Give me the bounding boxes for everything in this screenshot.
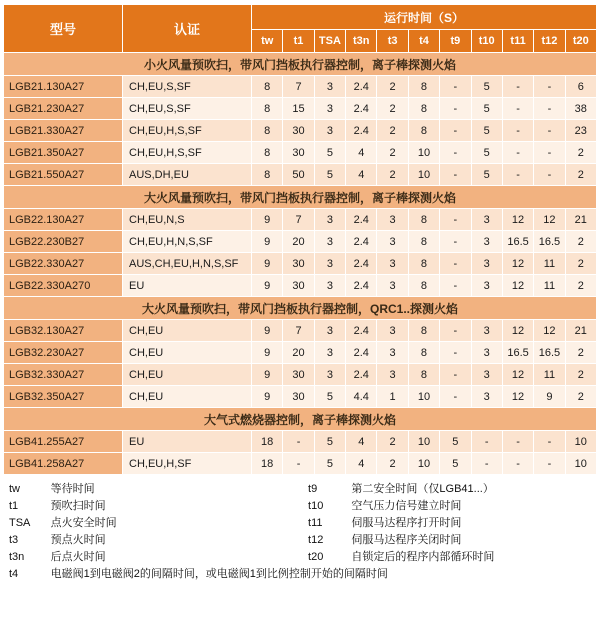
cell-t11: -	[502, 76, 533, 98]
table-row	[4, 364, 597, 386]
cell-t10: 3	[471, 253, 502, 275]
cell-t12: 11	[534, 253, 565, 275]
cell-t20: 6	[565, 76, 596, 98]
cell-tw: 9	[252, 320, 283, 342]
cell-t20: 21	[565, 320, 596, 342]
cell-tw: 8	[252, 98, 283, 120]
cell-t1: 7	[283, 209, 314, 231]
header-col-t11: t11	[502, 30, 533, 53]
cell-tw: 9	[252, 342, 283, 364]
cell-t12: 12	[534, 209, 565, 231]
cell-tw: 18	[252, 431, 283, 453]
cell-cert: CH,EU,S,SF	[123, 98, 252, 120]
cell-t1: 7	[283, 320, 314, 342]
header-row-top	[4, 5, 597, 30]
cell-tw: 9	[252, 275, 283, 297]
table-row	[4, 431, 597, 453]
cell-model: LGB32.230A27	[4, 342, 123, 364]
cell-t20: 38	[565, 98, 596, 120]
legend-value: 第二安全时间（仅LGB41...）	[351, 483, 494, 495]
cell-t4: 8	[408, 76, 439, 98]
cell-t12: 11	[534, 275, 565, 297]
cell-t12: -	[534, 120, 565, 142]
cell-t10: 5	[471, 164, 502, 186]
cell-t3: 2	[377, 453, 408, 475]
cell-t4: 8	[408, 98, 439, 120]
cell-t9: -	[440, 120, 471, 142]
section-title-row	[4, 186, 597, 209]
cell-t4: 10	[408, 142, 439, 164]
parameter-table	[3, 4, 597, 475]
cell-TSA: 3	[314, 342, 345, 364]
cell-t9: -	[440, 364, 471, 386]
cell-tw: 9	[252, 386, 283, 408]
cell-t1: 30	[283, 142, 314, 164]
cell-tw: 9	[252, 209, 283, 231]
cell-t12: 9	[534, 386, 565, 408]
cell-tw: 9	[252, 231, 283, 253]
cell-model: LGB21.330A27	[4, 120, 123, 142]
legend-row	[6, 515, 597, 532]
cell-t9: -	[440, 164, 471, 186]
cell-model: LGB21.130A27	[4, 76, 123, 98]
cell-t3n: 2.4	[346, 364, 377, 386]
legend-value: 伺服马达程序打开时间	[351, 517, 462, 529]
cell-TSA: 5	[314, 164, 345, 186]
cell-t20: 2	[565, 253, 596, 275]
cell-t1: 30	[283, 386, 314, 408]
cell-t1: -	[283, 453, 314, 475]
table-row	[4, 76, 597, 98]
cell-t12: -	[534, 453, 565, 475]
cell-t1: 7	[283, 76, 314, 98]
table-row	[4, 342, 597, 364]
cell-t3: 2	[377, 76, 408, 98]
cell-t3: 2	[377, 431, 408, 453]
cell-t4: 8	[408, 320, 439, 342]
header-col-t20: t20	[565, 30, 596, 53]
table-row	[4, 209, 597, 231]
cell-t12: 16.5	[534, 231, 565, 253]
cell-t3n: 2.4	[346, 231, 377, 253]
cell-t3n: 4	[346, 164, 377, 186]
cell-model: LGB22.130A27	[4, 209, 123, 231]
section-title-row	[4, 297, 597, 320]
cell-TSA: 3	[314, 120, 345, 142]
cell-t20: 2	[565, 275, 596, 297]
legend-value: 点火安全时间	[50, 517, 117, 529]
cell-model: LGB22.330A270	[4, 275, 123, 297]
cell-t10: 3	[471, 231, 502, 253]
cell-TSA: 3	[314, 320, 345, 342]
legend-key: t4	[9, 568, 19, 580]
cell-cert: CH,EU	[123, 342, 252, 364]
cell-t3: 1	[377, 386, 408, 408]
cell-t12: 12	[534, 320, 565, 342]
legend-body	[6, 481, 597, 583]
cell-model: LGB22.330A27	[4, 253, 123, 275]
header-col-tsa: TSA	[314, 30, 345, 53]
cell-t12: -	[534, 164, 565, 186]
cell-t4: 10	[408, 453, 439, 475]
section-title: 大火风量预吹扫，带风门挡板执行器控制，QRC1..探测火焰	[4, 297, 597, 320]
cell-t11: 12	[502, 275, 533, 297]
cell-t10: 3	[471, 275, 502, 297]
cell-t20: 2	[565, 386, 596, 408]
cell-t12: -	[534, 431, 565, 453]
cell-model: LGB32.130A27	[4, 320, 123, 342]
cell-t3n: 2.4	[346, 209, 377, 231]
cell-t4: 8	[408, 364, 439, 386]
table-row	[4, 142, 597, 164]
cell-t11: 12	[502, 364, 533, 386]
cell-t1: 15	[283, 98, 314, 120]
legend-value: 伺服马达程序关闭时间	[351, 534, 462, 546]
cell-t3: 2	[377, 120, 408, 142]
cell-t10: 5	[471, 142, 502, 164]
cell-t1: -	[283, 431, 314, 453]
table-body	[4, 53, 597, 475]
cell-cert: CH,EU,H,N,S,SF	[123, 231, 252, 253]
header-col-t4: t4	[408, 30, 439, 53]
cell-model: LGB21.550A27	[4, 164, 123, 186]
table-row	[4, 386, 597, 408]
header-col-t12: t12	[534, 30, 565, 53]
cell-t12: 16.5	[534, 342, 565, 364]
cell-t4: 10	[408, 386, 439, 408]
cell-t12: 11	[534, 364, 565, 386]
cell-cert: CH,EU,S,SF	[123, 76, 252, 98]
cell-t10: -	[471, 453, 502, 475]
table-row	[4, 275, 597, 297]
table-row	[4, 120, 597, 142]
legend-key: t10	[308, 500, 324, 512]
cell-t1: 20	[283, 231, 314, 253]
cell-t10: -	[471, 431, 502, 453]
cell-model: LGB22.230B27	[4, 231, 123, 253]
cell-t11: 12	[502, 386, 533, 408]
cell-cert: CH,EU,H,S,SF	[123, 120, 252, 142]
cell-t20: 2	[565, 164, 596, 186]
header-model: 型号	[4, 5, 123, 53]
cell-t12: -	[534, 98, 565, 120]
cell-t12: -	[534, 76, 565, 98]
cell-model: LGB32.350A27	[4, 386, 123, 408]
table-row	[4, 164, 597, 186]
cell-t3n: 2.4	[346, 98, 377, 120]
legend-row	[6, 549, 597, 566]
cell-t3: 2	[377, 98, 408, 120]
cell-t10: 3	[471, 342, 502, 364]
cell-tw: 9	[252, 253, 283, 275]
cell-TSA: 3	[314, 209, 345, 231]
cell-t3: 3	[377, 364, 408, 386]
legend-value: 等待时间	[50, 483, 95, 495]
cell-t11: 16.5	[502, 231, 533, 253]
cell-tw: 8	[252, 142, 283, 164]
cell-t20: 2	[565, 231, 596, 253]
cell-t3n: 2.4	[346, 253, 377, 275]
cell-cert: AUS,CH,EU,H,N,S,SF	[123, 253, 252, 275]
cell-t20: 21	[565, 209, 596, 231]
cell-cert: CH,EU,H,S,SF	[123, 142, 252, 164]
cell-t3n: 2.4	[346, 275, 377, 297]
cell-tw: 8	[252, 164, 283, 186]
cell-t3n: 2.4	[346, 320, 377, 342]
cell-t3n: 2.4	[346, 342, 377, 364]
cell-t4: 10	[408, 431, 439, 453]
legend-row	[6, 481, 597, 498]
cell-t20: 2	[565, 142, 596, 164]
cell-model: LGB41.258A27	[4, 453, 123, 475]
legend-row	[6, 532, 597, 549]
cell-t20: 2	[565, 342, 596, 364]
legend-key: t12	[308, 534, 324, 546]
cell-t3: 3	[377, 342, 408, 364]
cell-cert: CH,EU	[123, 386, 252, 408]
cell-cert: EU	[123, 431, 252, 453]
legend-table	[6, 481, 597, 583]
legend-key: t9	[308, 483, 318, 495]
cell-t1: 30	[283, 120, 314, 142]
cell-t10: 5	[471, 98, 502, 120]
legend-value: 电磁阀1到电磁阀2的间隔时间，或电磁阀1到比例控制开始的间隔时间	[50, 568, 388, 580]
cell-t9: -	[440, 231, 471, 253]
cell-cert: CH,EU,N,S	[123, 209, 252, 231]
cell-TSA: 5	[314, 431, 345, 453]
cell-t11: -	[502, 98, 533, 120]
cell-model: LGB21.230A27	[4, 98, 123, 120]
cell-t3: 3	[377, 320, 408, 342]
legend-value: 预点火时间	[50, 534, 106, 546]
cell-TSA: 5	[314, 142, 345, 164]
cell-t3: 2	[377, 164, 408, 186]
cell-t3n: 4	[346, 142, 377, 164]
cell-cert: CH,EU	[123, 364, 252, 386]
cell-t10: 5	[471, 120, 502, 142]
cell-t9: -	[440, 342, 471, 364]
cell-t3: 3	[377, 253, 408, 275]
cell-t4: 8	[408, 120, 439, 142]
legend-key: TSA	[9, 517, 31, 529]
cell-t12: -	[534, 142, 565, 164]
cell-t11: 12	[502, 320, 533, 342]
header-cert: 认证	[123, 5, 252, 53]
cell-t3n: 2.4	[346, 120, 377, 142]
cell-tw: 9	[252, 364, 283, 386]
cell-t4: 8	[408, 253, 439, 275]
cell-t1: 20	[283, 342, 314, 364]
cell-model: LGB32.330A27	[4, 364, 123, 386]
cell-t11: -	[502, 164, 533, 186]
cell-t4: 10	[408, 164, 439, 186]
cell-t9: -	[440, 209, 471, 231]
legend-key: tw	[9, 483, 20, 495]
legend-key: t1	[9, 500, 19, 512]
cell-t20: 2	[565, 364, 596, 386]
cell-t3: 2	[377, 142, 408, 164]
cell-cert: CH,EU,H,SF	[123, 453, 252, 475]
table-row	[4, 98, 597, 120]
header-col-t10: t10	[471, 30, 502, 53]
cell-t1: 30	[283, 253, 314, 275]
cell-t20: 23	[565, 120, 596, 142]
header-runtime: 运行时间（S）	[252, 5, 597, 30]
legend-value: 预吹扫时间	[50, 500, 106, 512]
section-title-row	[4, 53, 597, 76]
cell-tw: 8	[252, 120, 283, 142]
cell-t4: 8	[408, 209, 439, 231]
cell-t4: 8	[408, 231, 439, 253]
cell-t11: -	[502, 142, 533, 164]
cell-TSA: 5	[314, 453, 345, 475]
cell-t9: -	[440, 320, 471, 342]
cell-t1: 30	[283, 364, 314, 386]
cell-t3n: 4	[346, 453, 377, 475]
cell-tw: 18	[252, 453, 283, 475]
page-root	[0, 4, 600, 623]
cell-model: LGB21.350A27	[4, 142, 123, 164]
cell-t9: -	[440, 76, 471, 98]
table-head	[4, 5, 597, 53]
cell-t1: 50	[283, 164, 314, 186]
section-title: 大火风量预吹扫，带风门挡板执行器控制，离子棒探测火焰	[4, 186, 597, 209]
cell-t3n: 4	[346, 431, 377, 453]
cell-TSA: 3	[314, 275, 345, 297]
cell-t9: -	[440, 142, 471, 164]
cell-t10: 3	[471, 386, 502, 408]
header-col-t3: t3	[377, 30, 408, 53]
cell-t3n: 2.4	[346, 76, 377, 98]
legend-key: t20	[308, 551, 324, 563]
legend-row	[6, 498, 597, 515]
cell-t9: 5	[440, 431, 471, 453]
cell-model: LGB41.255A27	[4, 431, 123, 453]
cell-t4: 8	[408, 275, 439, 297]
cell-t11: -	[502, 453, 533, 475]
section-title: 小火风量预吹扫，带风门挡板执行器控制，离子棒探测火焰	[4, 53, 597, 76]
legend-value: 后点火时间	[50, 551, 106, 563]
table-row	[4, 231, 597, 253]
cell-TSA: 3	[314, 231, 345, 253]
cell-t3: 3	[377, 209, 408, 231]
table-row	[4, 320, 597, 342]
cell-t10: 3	[471, 209, 502, 231]
cell-t11: 16.5	[502, 342, 533, 364]
header-col-t9: t9	[440, 30, 471, 53]
cell-tw: 8	[252, 76, 283, 98]
cell-t10: 3	[471, 364, 502, 386]
cell-t9: 5	[440, 453, 471, 475]
cell-TSA: 3	[314, 364, 345, 386]
cell-t9: -	[440, 253, 471, 275]
cell-t11: 12	[502, 209, 533, 231]
header-col-t1: t1	[283, 30, 314, 53]
cell-t11: -	[502, 120, 533, 142]
cell-t20: 10	[565, 453, 596, 475]
cell-t3: 3	[377, 275, 408, 297]
cell-TSA: 3	[314, 253, 345, 275]
table-row	[4, 253, 597, 275]
cell-t9: -	[440, 386, 471, 408]
legend-value: 自锁定后的程序内部循环时间	[351, 551, 495, 563]
cell-t3n: 4.4	[346, 386, 377, 408]
section-title: 大气式燃烧器控制，离子棒探测火焰	[4, 408, 597, 431]
cell-t3: 3	[377, 231, 408, 253]
header-col-tw: tw	[252, 30, 283, 53]
legend-footer-row	[6, 566, 597, 583]
legend-key: t11	[308, 517, 323, 529]
cell-t4: 8	[408, 342, 439, 364]
cell-t11: -	[502, 431, 533, 453]
cell-cert: CH,EU	[123, 320, 252, 342]
table-row	[4, 453, 597, 475]
legend-key: t3n	[9, 551, 25, 563]
cell-t20: 10	[565, 431, 596, 453]
cell-TSA: 3	[314, 98, 345, 120]
cell-cert: AUS,DH,EU	[123, 164, 252, 186]
header-col-t3n: t3n	[346, 30, 377, 53]
cell-t1: 30	[283, 275, 314, 297]
cell-t11: 12	[502, 253, 533, 275]
legend-key: t3	[9, 534, 19, 546]
cell-TSA: 3	[314, 76, 345, 98]
cell-t10: 5	[471, 76, 502, 98]
cell-t9: -	[440, 275, 471, 297]
cell-t10: 3	[471, 320, 502, 342]
cell-t9: -	[440, 98, 471, 120]
legend-value: 空气压力信号建立时间	[351, 500, 462, 512]
section-title-row	[4, 408, 597, 431]
cell-TSA: 5	[314, 386, 345, 408]
cell-cert: EU	[123, 275, 252, 297]
